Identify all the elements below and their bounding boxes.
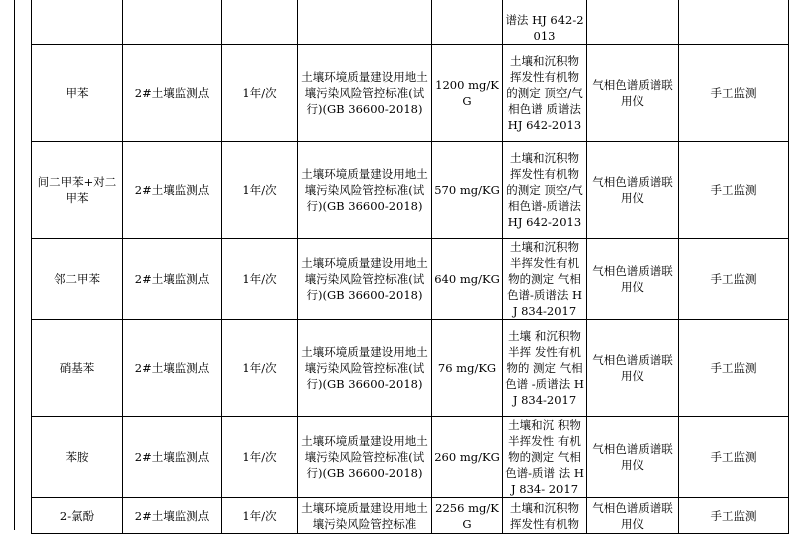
monitoring-mode-cell: 手工监测 <box>679 239 789 320</box>
instrument-cell: 气相色谱质谱联用仪 <box>587 498 679 534</box>
table-row <box>32 0 789 45</box>
frequency-cell: 1年/次 <box>222 417 298 498</box>
monitoring-mode-cell: 手工监测 <box>679 45 789 142</box>
item-cell: 苯胺 <box>32 417 123 498</box>
item-cell: 间二甲苯+对二甲苯 <box>32 142 123 239</box>
standard-cell: 土壤环境质量建设用地土壤污染风险管控标准(试行)(GB 36600-2018) <box>298 417 432 498</box>
standard-cell: 土壤环境质量建设用地土壤污染风险管控标准 <box>298 498 432 534</box>
item-cell: 甲苯 <box>32 45 123 142</box>
table-row <box>32 417 789 498</box>
frequency-cell: 1年/次 <box>222 498 298 534</box>
limit-cell: 1200 mg/KG <box>432 45 503 142</box>
standard-cell <box>298 0 432 45</box>
limit-cell: 76 mg/KG <box>432 320 503 417</box>
standard-cell: 土壤环境质量建设用地土壤污染风险管控标准(试行)(GB 36600-2018) <box>298 239 432 320</box>
point-cell: 2#土壤监测点 <box>123 417 222 498</box>
item-cell <box>32 0 123 45</box>
point-cell: 2#土壤监测点 <box>123 45 222 142</box>
monitoring-mode-cell: 手工监测 <box>679 142 789 239</box>
standard-cell: 土壤环境质量建设用地土壤污染风险管控标准(试行)(GB 36600-2018) <box>298 45 432 142</box>
table-row <box>32 142 789 239</box>
frequency-cell: 1年/次 <box>222 320 298 417</box>
monitoring-mode-cell <box>679 0 789 45</box>
limit-cell <box>432 0 503 45</box>
standard-cell: 土壤环境质量建设用地土壤污染风险管控标准(试行)(GB 36600-2018) <box>298 142 432 239</box>
limit-cell: 570 mg/KG <box>432 142 503 239</box>
monitoring-mode-cell: 手工监测 <box>679 498 789 534</box>
limit-cell: 640 mg/KG <box>432 239 503 320</box>
item-cell: 2-氯酚 <box>32 498 123 534</box>
instrument-cell: 气相色谱质谱联用仪 <box>587 142 679 239</box>
method-cell: 土壤和沉积物挥发性有机物的测定 顶空/气相色谱-质谱法 HJ 642-2013 <box>503 142 587 239</box>
point-cell <box>123 0 222 45</box>
item-cell: 邻二甲苯 <box>32 239 123 320</box>
monitoring-mode-cell: 手工监测 <box>679 417 789 498</box>
monitoring-mode-cell: 手工监测 <box>679 320 789 417</box>
instrument-cell: 气相色谱质谱联用仪 <box>587 320 679 417</box>
instrument-cell <box>587 0 679 45</box>
soil-monitoring-table <box>31 0 789 534</box>
point-cell: 2#土壤监测点 <box>123 498 222 534</box>
method-cell: 土壤和沉积物半挥发性有机物的测定 气相色谱-质谱法 HJ 834-2017 <box>503 239 587 320</box>
limit-cell: 2256 mg/KG <box>432 498 503 534</box>
table-row <box>32 320 789 417</box>
point-cell: 2#土壤监测点 <box>123 142 222 239</box>
point-cell: 2#土壤监测点 <box>123 239 222 320</box>
frequency-cell: 1年/次 <box>222 45 298 142</box>
method-cell: 土壤和沉 积物半挥发性 有机物的测定 气相色谱-质谱 法 HJ 834- 2017 <box>503 417 587 498</box>
table-row <box>32 45 789 142</box>
table-row <box>32 498 789 534</box>
item-cell: 硝基苯 <box>32 320 123 417</box>
method-cell: 谱法 HJ 642-2013 <box>503 0 587 45</box>
method-cell: 土壤和沉积物挥发性有机物的测定 顶空/气相色谱 质谱法 HJ 642-2013 <box>503 45 587 142</box>
instrument-cell: 气相色谱质谱联用仪 <box>587 45 679 142</box>
frequency-cell <box>222 0 298 45</box>
method-cell: 土壤 和沉积物半挥 发性有机物的 测定 气相色谱 -质谱法 HJ 834-2017 <box>503 320 587 417</box>
instrument-cell: 气相色谱质谱联用仪 <box>587 239 679 320</box>
method-cell: 土壤和沉积物挥发性有机物 <box>503 498 587 534</box>
standard-cell: 土壤环境质量建设用地土壤污染风险管控标准(试行)(GB 36600-2018) <box>298 320 432 417</box>
frequency-cell: 1年/次 <box>222 239 298 320</box>
limit-cell: 260 mg/KG <box>432 417 503 498</box>
frequency-cell: 1年/次 <box>222 142 298 239</box>
point-cell: 2#土壤监测点 <box>123 320 222 417</box>
instrument-cell: 气相色谱质谱联用仪 <box>587 417 679 498</box>
table-row <box>32 239 789 320</box>
